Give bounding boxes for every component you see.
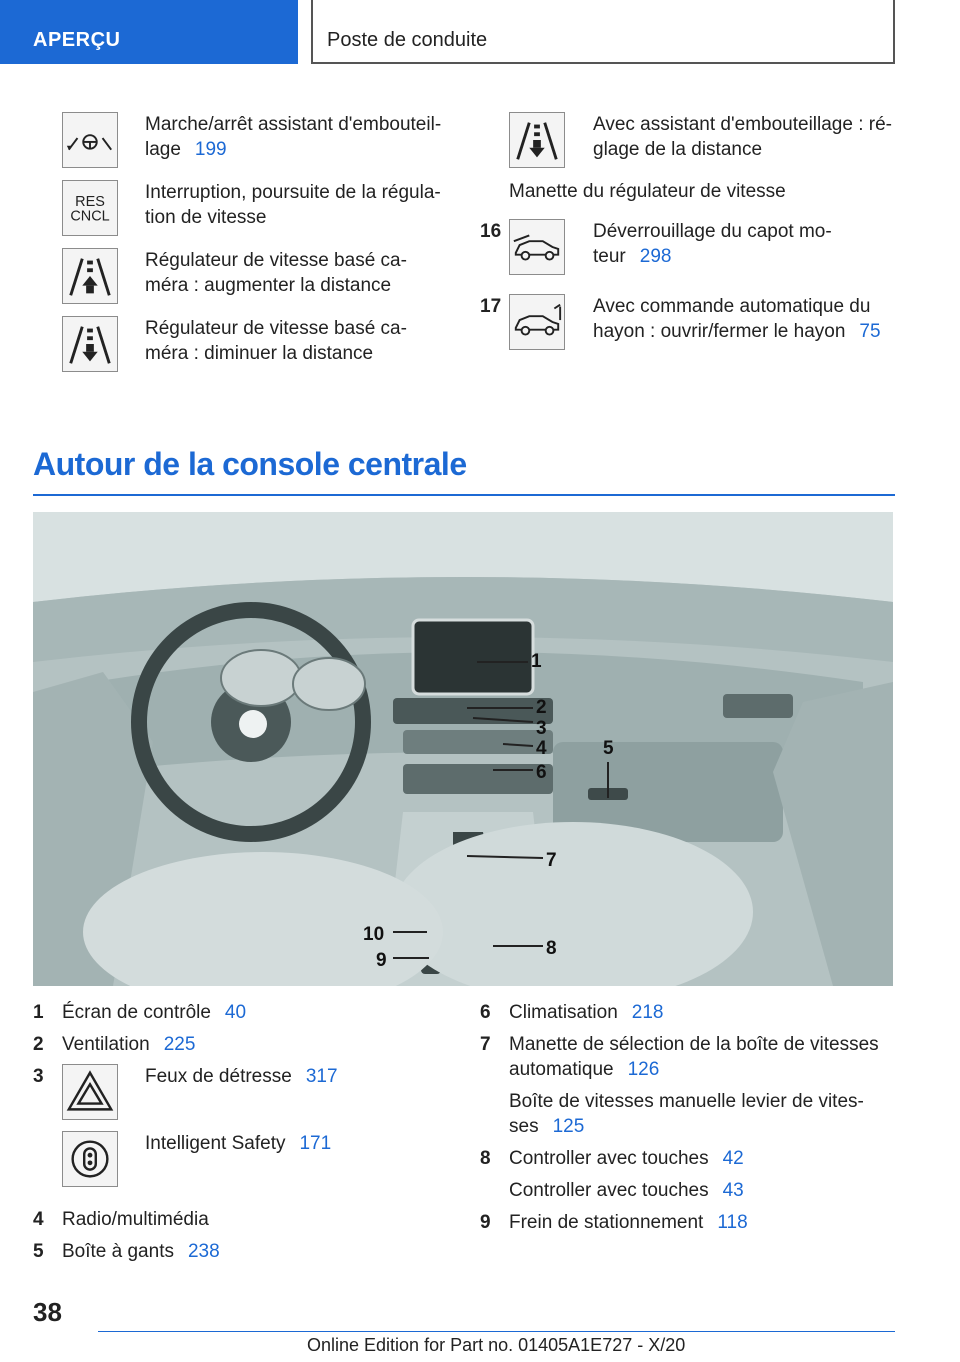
item-number: 6 — [480, 1002, 491, 1023]
page-link[interactable]: 199 — [194, 139, 227, 160]
distance-decrease-icon — [62, 316, 118, 372]
page-link[interactable]: 118 — [717, 1212, 748, 1233]
page-link[interactable]: 298 — [639, 246, 672, 267]
item-number: 3 — [33, 1066, 44, 1087]
photo-callout: 7 — [546, 850, 557, 871]
intelligent-safety-icon — [62, 1131, 118, 1187]
icon-label: CNCL — [70, 208, 110, 225]
item-text: Frein de stationnement — [509, 1212, 704, 1233]
page-link[interactable]: 218 — [631, 1002, 664, 1023]
section-tab[interactable]: APERÇU — [0, 0, 298, 64]
item-line: glage de la distance — [593, 139, 763, 160]
item-text: Controller avec touches — [509, 1148, 709, 1169]
distance-increase-icon — [62, 248, 118, 304]
photo-callout: 1 — [531, 651, 542, 672]
item-line: Avec assistant d'embouteillage : ré- — [593, 114, 892, 135]
item-line: Régulateur de vitesse basé ca- — [145, 318, 407, 339]
edition-footer: Online Edition for Part no. 01405A1E727 - X/20 — [307, 1335, 686, 1355]
item-number: 2 — [33, 1034, 44, 1055]
photo-callout: 8 — [546, 938, 557, 959]
list-item-distance-setting — [593, 112, 892, 162]
footer-divider — [98, 1331, 895, 1332]
item-line: Boîte de vitesses manuelle levier de vites- — [509, 1091, 864, 1112]
item-line: automatique — [509, 1059, 614, 1080]
item-line: teur — [593, 246, 626, 267]
item-number: 8 — [480, 1148, 491, 1169]
item-text: Écran de contrôle — [62, 1002, 211, 1023]
item-number: 4 — [33, 1209, 44, 1230]
icon-label: RES — [75, 194, 105, 211]
item-line: méra : augmenter la distance — [145, 275, 392, 296]
list-item-distance-decrease — [145, 316, 407, 366]
item-line: Marche/arrêt assistant d'embouteil- — [145, 114, 442, 135]
legend-item-parking-brake — [509, 1210, 748, 1235]
subheading-cruise-lever: Manette du régulateur de vitesse — [509, 181, 786, 202]
list-item-traffic-jam — [145, 112, 441, 162]
page-link[interactable]: 171 — [299, 1133, 332, 1154]
item-number: 5 — [33, 1241, 44, 1262]
page-link[interactable]: 125 — [552, 1116, 585, 1137]
photo-callout: 5 — [603, 738, 614, 759]
photo-callout: 9 — [376, 950, 387, 971]
item-text: Feux de détresse — [145, 1066, 292, 1087]
traffic-jam-assistant-icon — [62, 112, 118, 168]
item-number: 1 — [33, 1002, 44, 1023]
legend-item-glovebox — [62, 1239, 220, 1264]
hazard-warning-icon — [62, 1064, 118, 1120]
item-line: Manette de sélection de la boîte de vitesses — [509, 1034, 879, 1055]
legend-item-controller — [509, 1146, 744, 1171]
list-item-distance-increase — [145, 248, 407, 298]
list-item-res-cncl — [145, 180, 441, 230]
res-cncl-icon — [62, 180, 118, 236]
item-line: ses — [509, 1116, 539, 1137]
page-link[interactable]: 75 — [859, 321, 881, 342]
item-number: 17 — [480, 296, 502, 317]
item-line: Régulateur de vitesse basé ca- — [145, 250, 407, 271]
item-text: Intelligent Safety — [145, 1133, 286, 1154]
page-link[interactable]: 40 — [224, 1002, 247, 1023]
item-line: Avec commande automatique du — [593, 296, 871, 317]
item-text: Boîte à gants — [62, 1241, 174, 1262]
page-link[interactable]: 225 — [163, 1034, 196, 1055]
item-line: tion de vitesse — [145, 207, 267, 228]
page-link[interactable]: 238 — [187, 1241, 220, 1262]
legend-item-controller-alt — [509, 1178, 744, 1203]
photo-callout: 4 — [536, 738, 547, 759]
legend-item-manual-gear — [509, 1089, 864, 1139]
hood-release-icon — [509, 219, 565, 275]
list-item-tailgate — [593, 294, 881, 344]
legend-item-intelligent-safety — [145, 1131, 331, 1156]
item-text: Climatisation — [509, 1002, 618, 1023]
cockpit-illustration — [33, 512, 893, 986]
chapter-tab[interactable]: Poste de conduite — [311, 0, 895, 64]
item-line: méra : diminuer la distance — [145, 343, 374, 364]
page-link[interactable]: 126 — [627, 1059, 660, 1080]
section-title: Autour de la console centrale — [33, 446, 467, 482]
item-number: 9 — [480, 1212, 491, 1233]
page-link[interactable]: 43 — [722, 1180, 744, 1201]
page-link[interactable]: 317 — [305, 1066, 338, 1087]
item-line: lage — [145, 139, 181, 160]
photo-callout: 3 — [536, 718, 547, 739]
legend-item-hazard — [145, 1064, 338, 1089]
legend-item-radio: Radio/multimédia — [62, 1209, 209, 1230]
list-item-hood-release — [593, 219, 832, 269]
item-line: Interruption, poursuite de la régula- — [145, 182, 441, 203]
page-link[interactable]: 42 — [722, 1148, 744, 1169]
item-line: hayon : ouvrir/fermer le hayon — [593, 321, 846, 342]
legend-item-ventilation — [62, 1032, 195, 1057]
item-number: 7 — [480, 1034, 491, 1055]
item-line: Déverrouillage du capot mo- — [593, 221, 832, 242]
tailgate-icon — [509, 294, 565, 350]
photo-callout: 2 — [536, 697, 547, 718]
legend-item-climate — [509, 1000, 663, 1025]
item-text: Ventilation — [62, 1034, 150, 1055]
item-number: 16 — [480, 221, 502, 242]
section-divider — [33, 494, 895, 496]
distance-setting-icon — [509, 112, 565, 168]
legend-item-gear-selector — [509, 1032, 879, 1082]
page-number: 38 — [33, 1297, 62, 1327]
photo-callout: 10 — [363, 924, 385, 945]
item-text: Controller avec touches — [509, 1180, 709, 1201]
photo-callout: 6 — [536, 762, 547, 783]
legend-item-control-display — [62, 1000, 246, 1025]
